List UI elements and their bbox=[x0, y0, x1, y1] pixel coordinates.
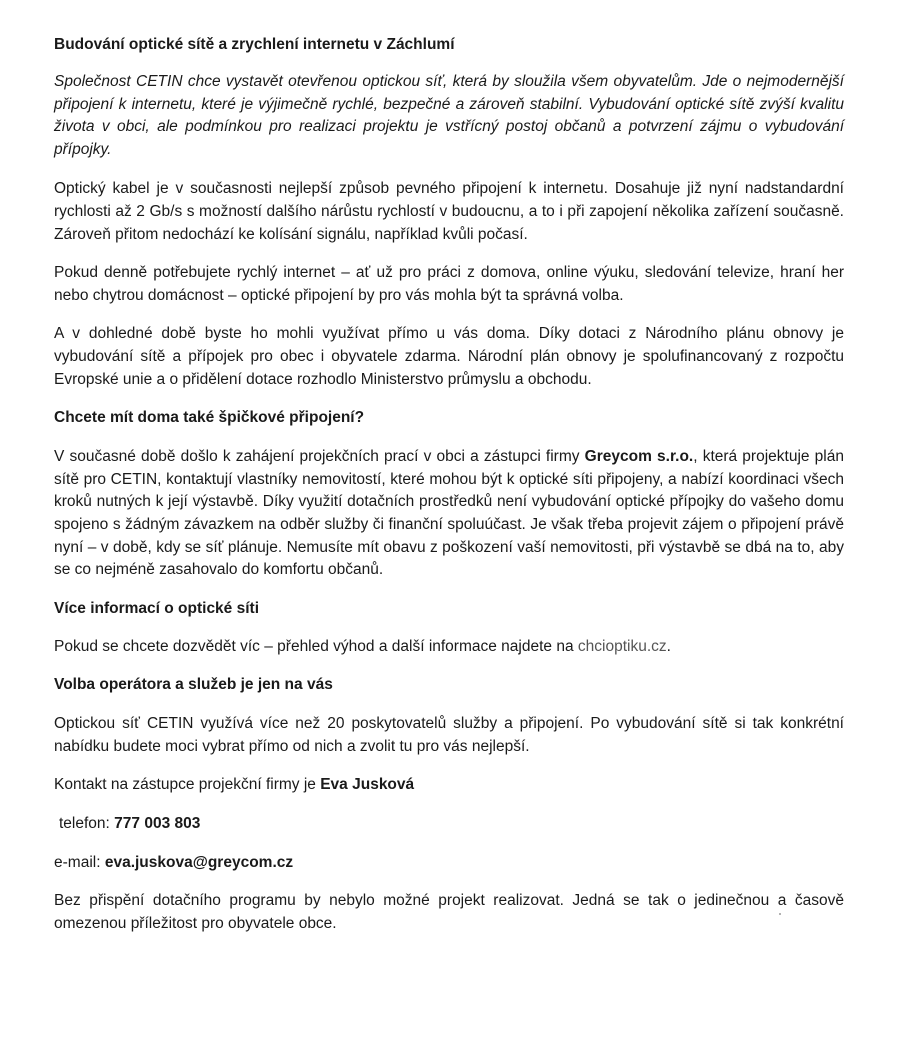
paragraph-recovery-plan: A v dohledné době byste ho mohli využívat přímo u vás doma. Díky dotaci z Národního plánu obnovy je vybudování sítě a přípojek pro obec i obyvatele zdarma. Národní plán obnovy je spolufinancovaný z rozpočtu Evropské unie a o přidělení dotace rozhodlo Ministerstvo průmyslu a obchodu. bbox=[54, 325, 844, 388]
document-title: Budování optické sítě a zrychlení internetu v Záchlumí bbox=[54, 36, 455, 53]
intro-paragraph: Společnost CETIN chce vystavět otevřenou optickou síť, která by sloužila všem obyvatelům. Jde o nejmodernější připojení k internetu, které je výjimečně rychlé, bezpečné a zároveň stabilní. Vybudování optické sítě zvýší kvalitu života v obci, ale podmínkou pro realizaci projektu je vstřícný postoj občanů a potvrzení zájmu o vybudování přípojky. bbox=[54, 73, 844, 158]
phone-number[interactable]: 777 003 803 bbox=[114, 815, 201, 833]
company-name: Greycom s.r.o. bbox=[584, 448, 694, 466]
scan-speck bbox=[779, 913, 781, 915]
design-works-text-end: , která projektuje plán sítě pro CETIN, kontaktují vlastníky nemovitostí, které mohou být k optické síti připojeny, a nabízí koordinaci všech kroků nutných k její výstavbě. Díky využití dotačních prostředků není vybudování optické přípojky do vašeho domu spojeno s žádným závazkem na odběr služby či finanční spoluúčast. Je však třeba projevit zájem o připojení právě nyní – v době, kdy se síť plánuje. Nemusíte mít obavu z poškození vaší nemovitosti, při výstavbě se dbá na to, aby se co nejméně zasahovalo do komfortu občanů. bbox=[54, 448, 844, 579]
paragraph-design-works bbox=[54, 446, 844, 582]
phone-label: telefon: bbox=[59, 815, 115, 833]
phone-line bbox=[54, 813, 844, 836]
paragraph-fast-internet: Pokud denně potřebujete rychlý internet – ať už pro práci z domova, online výuku, sledování televize, hraní her nebo chytrou domácnost – optické připojení by pro vás mohla být ta správná volba. bbox=[54, 264, 844, 304]
design-works-text-start: V současné době došlo k zahájení projekčních prací v obci a zástupci firmy bbox=[54, 448, 585, 466]
website-link[interactable]: chcioptiku.cz bbox=[577, 637, 667, 655]
contact-label: Kontakt na zástupce projekční firmy je bbox=[54, 776, 321, 794]
heading-premium-connection: Chcete mít doma také špičkové připojení? bbox=[54, 409, 365, 427]
heading-operator-choice: Volba operátora a služeb je jen na vás bbox=[54, 676, 333, 694]
email-address[interactable]: eva.juskova@greycom.cz bbox=[104, 853, 294, 871]
paragraph-operators: Optickou síť CETIN využívá více než 20 poskytovatelů služby a připojení. Po vybudování sítě si tak konkrétní nabídku budete moci vybrat přímo od nich a zvolit tu pro vás nejlepší. bbox=[54, 715, 844, 755]
document-page bbox=[54, 34, 844, 935]
email-line bbox=[54, 852, 844, 875]
heading-more-information: Více informací o optické síti bbox=[54, 599, 260, 617]
more-info-text: Pokud se chcete dozvědět víc – přehled výhod a další informace najdete na bbox=[54, 637, 578, 655]
paragraph-closing: Bez přispění dotačního programu by nebylo možné projekt realizovat. Jedná se tak o jedinečnou a časově omezenou příležitost pro obyvatele obce. bbox=[54, 892, 844, 932]
email-label: e-mail: bbox=[54, 853, 105, 871]
paragraph-more-information bbox=[54, 636, 844, 659]
contact-line bbox=[54, 774, 844, 797]
contact-name: Eva Jusková bbox=[320, 776, 415, 794]
paragraph-optical-cable: Optický kabel je v současnosti nejlepší způsob pevného připojení k internetu. Dosahuje již nyní nadstandardní rychlosti až 2 Gb/s s možností dalšího nárůstu rychlostí v budoucnu, a to i při zapojení několika zařízení současně. Zároveň přitom nedochází ke kolísání signálu, například kvůli počasí. bbox=[54, 180, 844, 243]
more-info-period: . bbox=[666, 637, 671, 655]
